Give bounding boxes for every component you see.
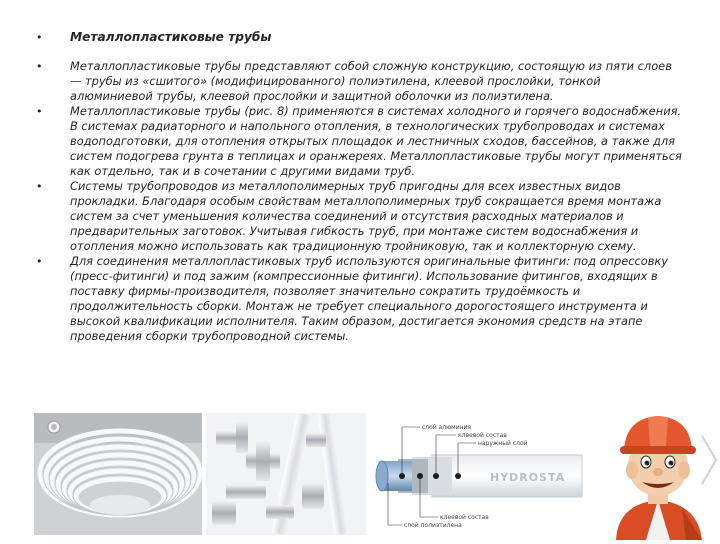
paragraph-fittings: Для соединения металлопластиковых труб используются оригинальные фитинги: под опрессовку (пресс-фитинги) и под зажим (компрессионные фитинги). Использование фитингов, входящих в поставку фирмы-производителя, позволяет значительно сократить трудоёмкость и продолжительность сборки. Монтаж не требует специального дорогостоящего инструмента и высокой квалификации исполнителя. Таким образом, достигается экономия средств на этапе проведения сборки трубопроводной системы. — [70, 254, 669, 343]
bullet-item — [36, 59, 686, 104]
fittings-photo — [206, 413, 366, 535]
pipe-layers-illustration — [372, 413, 588, 535]
bullet-list — [36, 30, 686, 344]
label-polyethylene: слой полиэтилена — [404, 522, 462, 529]
slide-title: Металлопластиковые трубы — [70, 30, 272, 44]
label-aluminum: слой алюминия — [422, 424, 472, 431]
label-adhesive-top: клеевой состав — [458, 432, 507, 439]
pipe-coil-photo — [34, 413, 202, 535]
photo-strip — [34, 413, 594, 537]
bullet-dot: • — [36, 255, 43, 268]
paragraph-applications: Металлопластиковые трубы (рис. 8) применяются в системах холодного и горячего водоснабжения. В системах радиаторного и напольного отопления, в технологических трубопроводах и системах водоподготовки, для отопления открытых площадок и лестничных сходов, бассейнов, а также для систем подогрева грунта в теплицах и оранжереях. Металлопластиковые трубы могут применяться как отдельно, так и в сочетании с другими видами труб. — [70, 104, 682, 178]
bullet-item — [36, 104, 686, 179]
bullet-title — [36, 30, 686, 45]
bullet-dot: • — [36, 60, 43, 73]
label-adhesive-bottom: клеевой состав — [440, 514, 489, 521]
pipe-layers-diagram — [372, 413, 588, 535]
brand-text: HYDROSTA — [490, 471, 566, 484]
label-outer: наружный слой — [478, 440, 528, 447]
worker-mascot — [598, 400, 718, 540]
bullet-dot: • — [36, 31, 43, 44]
worker-illustration — [598, 400, 718, 540]
pipe-coil-illustration — [34, 413, 202, 535]
paragraph-installation: Системы трубопроводов из металлополимерных труб пригодны для всех известных видов прокладки. Благодаря особым свойствам металлополимерных труб сокращается время монтажа систем за счет уменьшения количества соединений и отсутствия расходных материалов и предварительных заготовок. Учитывая гибкость труб, при монтаже систем водоснабжения и отопления можно использовать как традиционную тройниковую, так и коллекторную схему. — [70, 179, 662, 253]
paragraph-structure: Металлопластиковые трубы представляют собой сложную конструкцию, состоящую из пяти слоев — трубы из «сшитого» (модифицированного) полиэтилена, клеевой прослойки, тонкой алюминиевой трубы, клеевой прослойки и защитной оболочки из полиэтилена. — [70, 59, 672, 103]
bullet-dot: • — [36, 105, 43, 118]
bullet-item — [36, 179, 686, 254]
bullet-item — [36, 254, 686, 344]
bullet-dot: • — [36, 180, 43, 193]
fittings-illustration — [206, 413, 366, 535]
